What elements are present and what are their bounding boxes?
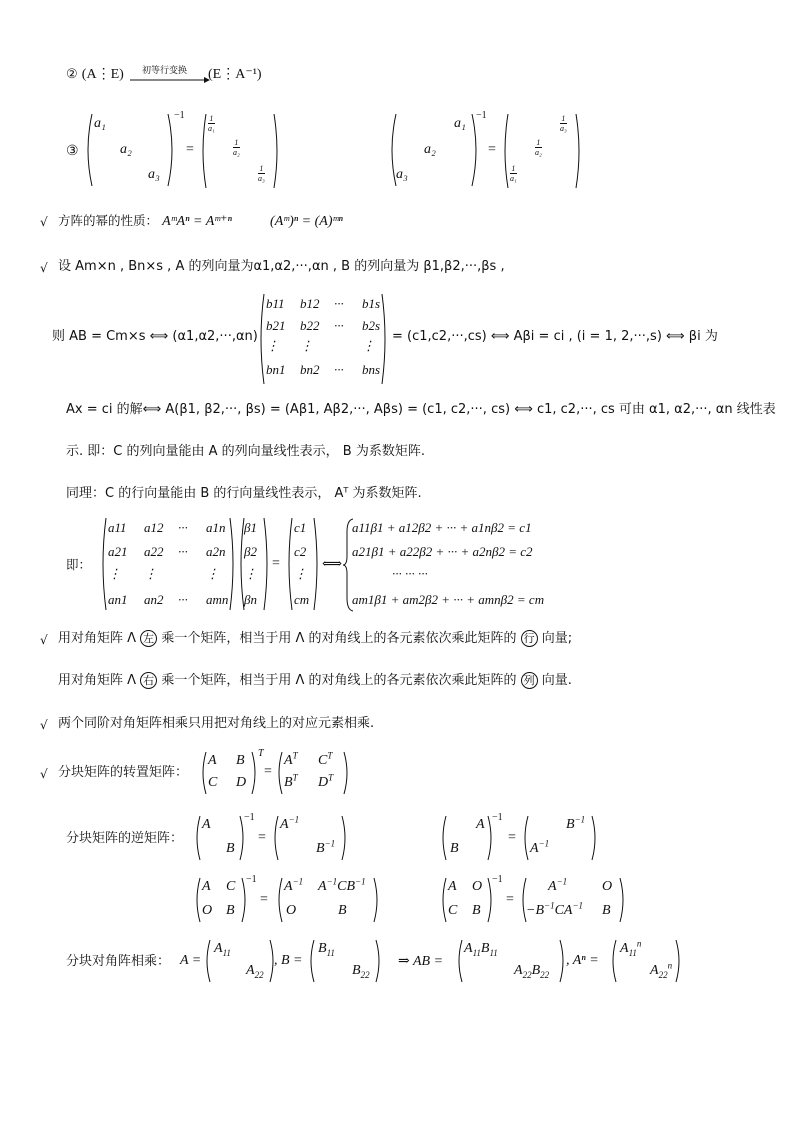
setup-line: 设 Am×n , Bn×s , A 的列向量为α1,α2,···,αn , B 的列向量为 β1,β2,···,βs ,	[58, 259, 505, 274]
antidiag-matrix	[388, 112, 480, 188]
diag1-inv-d2: a₂	[233, 148, 240, 157]
power-f1: AᵐAⁿ = Aᵐ⁺ⁿ	[162, 214, 232, 229]
matrix-B-cell: ⋮	[300, 338, 313, 353]
anti-inv-d2: a₂	[535, 148, 542, 157]
diag1-inv-n1: 1	[209, 114, 214, 123]
diag1-inv-n3: 1	[259, 164, 264, 173]
anti-inv-d3: a₃	[560, 124, 567, 133]
bd-A: A =	[180, 953, 202, 968]
vector-beta-cell: β1	[244, 520, 257, 535]
circ-right: 右	[140, 672, 157, 689]
bd-matrix-B: $B_{11}$ $B_{22}$	[308, 938, 382, 984]
diagmul-l2b: 乘一个矩阵，相当于用 Λ 的对角线上的各元素依次乘此矩阵的	[161, 673, 517, 688]
ax-line3: 同理：C 的行向量能由 B 的行向量线性表示， Aᵀ 为系数矩阵.	[66, 486, 422, 501]
matrix-A-cell: ⋮	[108, 566, 121, 581]
then-lead: 则 AB = Cm×s ⟺ (α1,α2,···,αn)	[52, 329, 258, 344]
matrix-B-cell: bn1	[266, 362, 286, 377]
diag1-inv-d3: a₃	[258, 174, 265, 183]
anti-a3: a₃	[396, 167, 408, 182]
vector-c-cell: ⋮	[294, 566, 307, 581]
matrix-B-cell: bn2	[300, 362, 320, 377]
matrix-A-cell: a1n	[206, 520, 226, 535]
check-icon: √	[40, 215, 48, 229]
matrix-B-cell: b11	[266, 296, 285, 311]
item2-circ: ②	[66, 67, 78, 82]
system-eq: =	[272, 556, 280, 571]
diag1-inv-d1: a₁	[208, 124, 215, 133]
matrix-B-cell: ···	[334, 318, 344, 333]
matrix-B-cell: b21	[266, 318, 286, 333]
anti-eq: =	[488, 142, 496, 157]
bd-An: , Aⁿ =	[566, 953, 599, 968]
diag-matrix-1-inv	[200, 112, 280, 190]
diagmul-l1d: 向量;	[541, 631, 573, 646]
vector-c-cell: c2	[294, 544, 307, 559]
matrix-B-cell: ⋮	[266, 338, 279, 353]
matrix-B-cell: b1s	[362, 296, 381, 311]
matrix-B-cell: b22	[300, 318, 320, 333]
anti-inv-n3: 1	[561, 114, 566, 123]
diagmul-l2d: 向量.	[541, 673, 572, 688]
matrix-B-cell: ⋮	[362, 338, 375, 353]
matrix-A-cell: a22	[144, 544, 164, 559]
matrix-A-cell: a21	[108, 544, 128, 559]
circ-left: 左	[140, 630, 157, 647]
item2-left: (A⋮E)	[81, 67, 124, 82]
matrix-A-cell: a2n	[206, 544, 226, 559]
bd-B: , B =	[274, 953, 303, 968]
matrix-A-cell: a12	[144, 520, 164, 535]
item2-arrow-icon	[130, 76, 210, 84]
matrix-A-cell: an2	[144, 592, 164, 607]
item-3: ③	[66, 143, 79, 159]
vector-beta-cell: ⋮	[244, 566, 257, 581]
block-diag-label: 分块对角阵相乘：	[66, 954, 171, 969]
block-inv-4-rhs: $A^{-1}$ O $-B^{-1}CA^{-1}$ B	[520, 876, 626, 924]
matrix-B-cell: ···	[334, 296, 344, 311]
check-icon: √	[40, 261, 48, 275]
system-equation: a11β1 + a12β2 + ··· + a1nβ2 = c1	[352, 520, 532, 535]
diag1-a1: a₁	[94, 116, 106, 131]
matrix-B-cell: ···	[334, 362, 344, 377]
block-inv-1-rhs: $A^{-1}$ $B^{-1}$	[272, 814, 348, 862]
system-iff: ⟺	[322, 557, 343, 572]
circ-col: 列	[521, 672, 538, 689]
diag1-a2: a₂	[120, 142, 132, 157]
item2-right: (E⋮A⁻¹)	[208, 67, 262, 82]
anti-inv-n1: 1	[511, 164, 516, 173]
anti-inv: −1	[476, 110, 487, 121]
matrix-B-cell: bns	[362, 362, 381, 377]
diag1-eq: =	[186, 142, 194, 157]
matrix-A-cell: amn	[206, 592, 229, 607]
matrix-A-cell: ···	[178, 544, 188, 559]
system-equation: ··· ··· ···	[392, 566, 428, 581]
diag1-inv-n2: 1	[234, 138, 239, 147]
block-t-label: 分块矩阵的转置矩阵：	[58, 765, 189, 780]
matrix-A-cell: ···	[178, 520, 188, 535]
bd-matrix-A: $A_{11}$ $A_{22}$	[204, 938, 276, 984]
diag1-a3: a₃	[148, 167, 160, 182]
power-line	[58, 212, 343, 231]
system-label: 即：	[66, 557, 92, 572]
item-2	[66, 66, 124, 84]
block-inv-2-lhs: A B	[440, 814, 494, 862]
bd-matrix-AB: $A_{11}B_{11}$ $A_{22}B_{22}$	[456, 938, 566, 984]
diagmul-l1b: 乘一个矩阵，相当于用 Λ 的对角线上的各元素依次乘此矩阵的	[161, 631, 517, 646]
block-inv-3-lhs: A C O B	[194, 876, 248, 924]
vector-beta-cell: βn	[244, 592, 257, 607]
vector-beta-cell: β2	[244, 544, 257, 559]
matrix-A-cell: ···	[178, 592, 188, 607]
diagmul-line1	[58, 630, 572, 648]
block-inv-2-rhs: $B^{-1}$ $A^{-1}$	[522, 814, 598, 862]
power-label: 方阵的幂的性质：	[58, 213, 159, 228]
block-inv-3-rhs: $A^{-1}$ $A^{-1}CB^{-1}$ O B	[276, 876, 380, 924]
anti-a2: a₂	[424, 142, 436, 157]
anti-inv-n2: 1	[536, 138, 541, 147]
vector-c-cell: cm	[294, 592, 310, 607]
diagmul-line2	[58, 672, 572, 690]
antidiag-matrix-inv	[502, 112, 582, 190]
diagmul-l1a: 用对角矩阵 Λ	[58, 631, 137, 646]
ax-line1: Ax = ci 的解⟺ A(β1, β2,···, βs) = (Aβ1, Aβ2,···, Aβs) = (c1, c2,···, cs) ⟺ c1, c2,···, cs 可由 α1, α2,···, αn 线性表	[66, 402, 776, 417]
circ-row: 行	[521, 630, 538, 647]
matrix-A-cell: ⋮	[144, 566, 157, 581]
matrix-A-cell: an1	[108, 592, 128, 607]
anti-a1: a₁	[454, 116, 466, 131]
diagmul-l2a: 用对角矩阵 Λ	[58, 673, 137, 688]
diag-matrix-1	[84, 112, 176, 188]
matrix-B-cell: b2s	[362, 318, 381, 333]
power-f2: (Aᵐ)ⁿ = (A)ᵐⁿ	[270, 214, 343, 229]
then-tail: = (c1,c2,···,cs) ⟺ Aβi = ci , (i = 1, 2,···,s) ⟺ βi 为	[392, 329, 718, 344]
check-icon: √	[40, 767, 48, 781]
block-inv-4-lhs: A O C B	[440, 876, 494, 924]
check-icon: √	[40, 718, 48, 732]
matrix-A-cell: a11	[108, 520, 127, 535]
vector-c-cell: c1	[294, 520, 307, 535]
matrix-A-cell: ⋮	[206, 566, 219, 581]
matrix-B-cell: b12	[300, 296, 320, 311]
block-t-lhs: A B C D	[200, 750, 258, 796]
system-equation: a21β1 + a22β2 + ··· + a2nβ2 = c2	[352, 544, 533, 559]
ax-line2: 示. 即：C 的列向量能由 A 的列向量线性表示， B 为系数矩阵.	[66, 444, 425, 459]
block-inv-label: 分块矩阵的逆矩阵：	[66, 831, 184, 846]
item2-arrow-label: 初等行变换	[142, 66, 188, 76]
bd-imp: ⇒ AB =	[398, 954, 444, 969]
diag1-inv: −1	[174, 110, 185, 121]
bd-matrix-An: $A_{11}^n$ $A_{22}^n$	[610, 938, 682, 984]
samediag-line: 两个同阶对角矩阵相乘只用把对角线上的对应元素相乘.	[58, 716, 375, 731]
check-icon: √	[40, 633, 48, 647]
block-inv-1-lhs: A B	[194, 814, 246, 862]
system-equation: am1β1 + am2β2 + ··· + amnβ2 = cm	[352, 592, 545, 607]
anti-inv-d1: a₁	[510, 174, 517, 183]
block-t-rhs: $A^T$ $C^T$ $B^T$ $D^T$	[276, 750, 350, 796]
